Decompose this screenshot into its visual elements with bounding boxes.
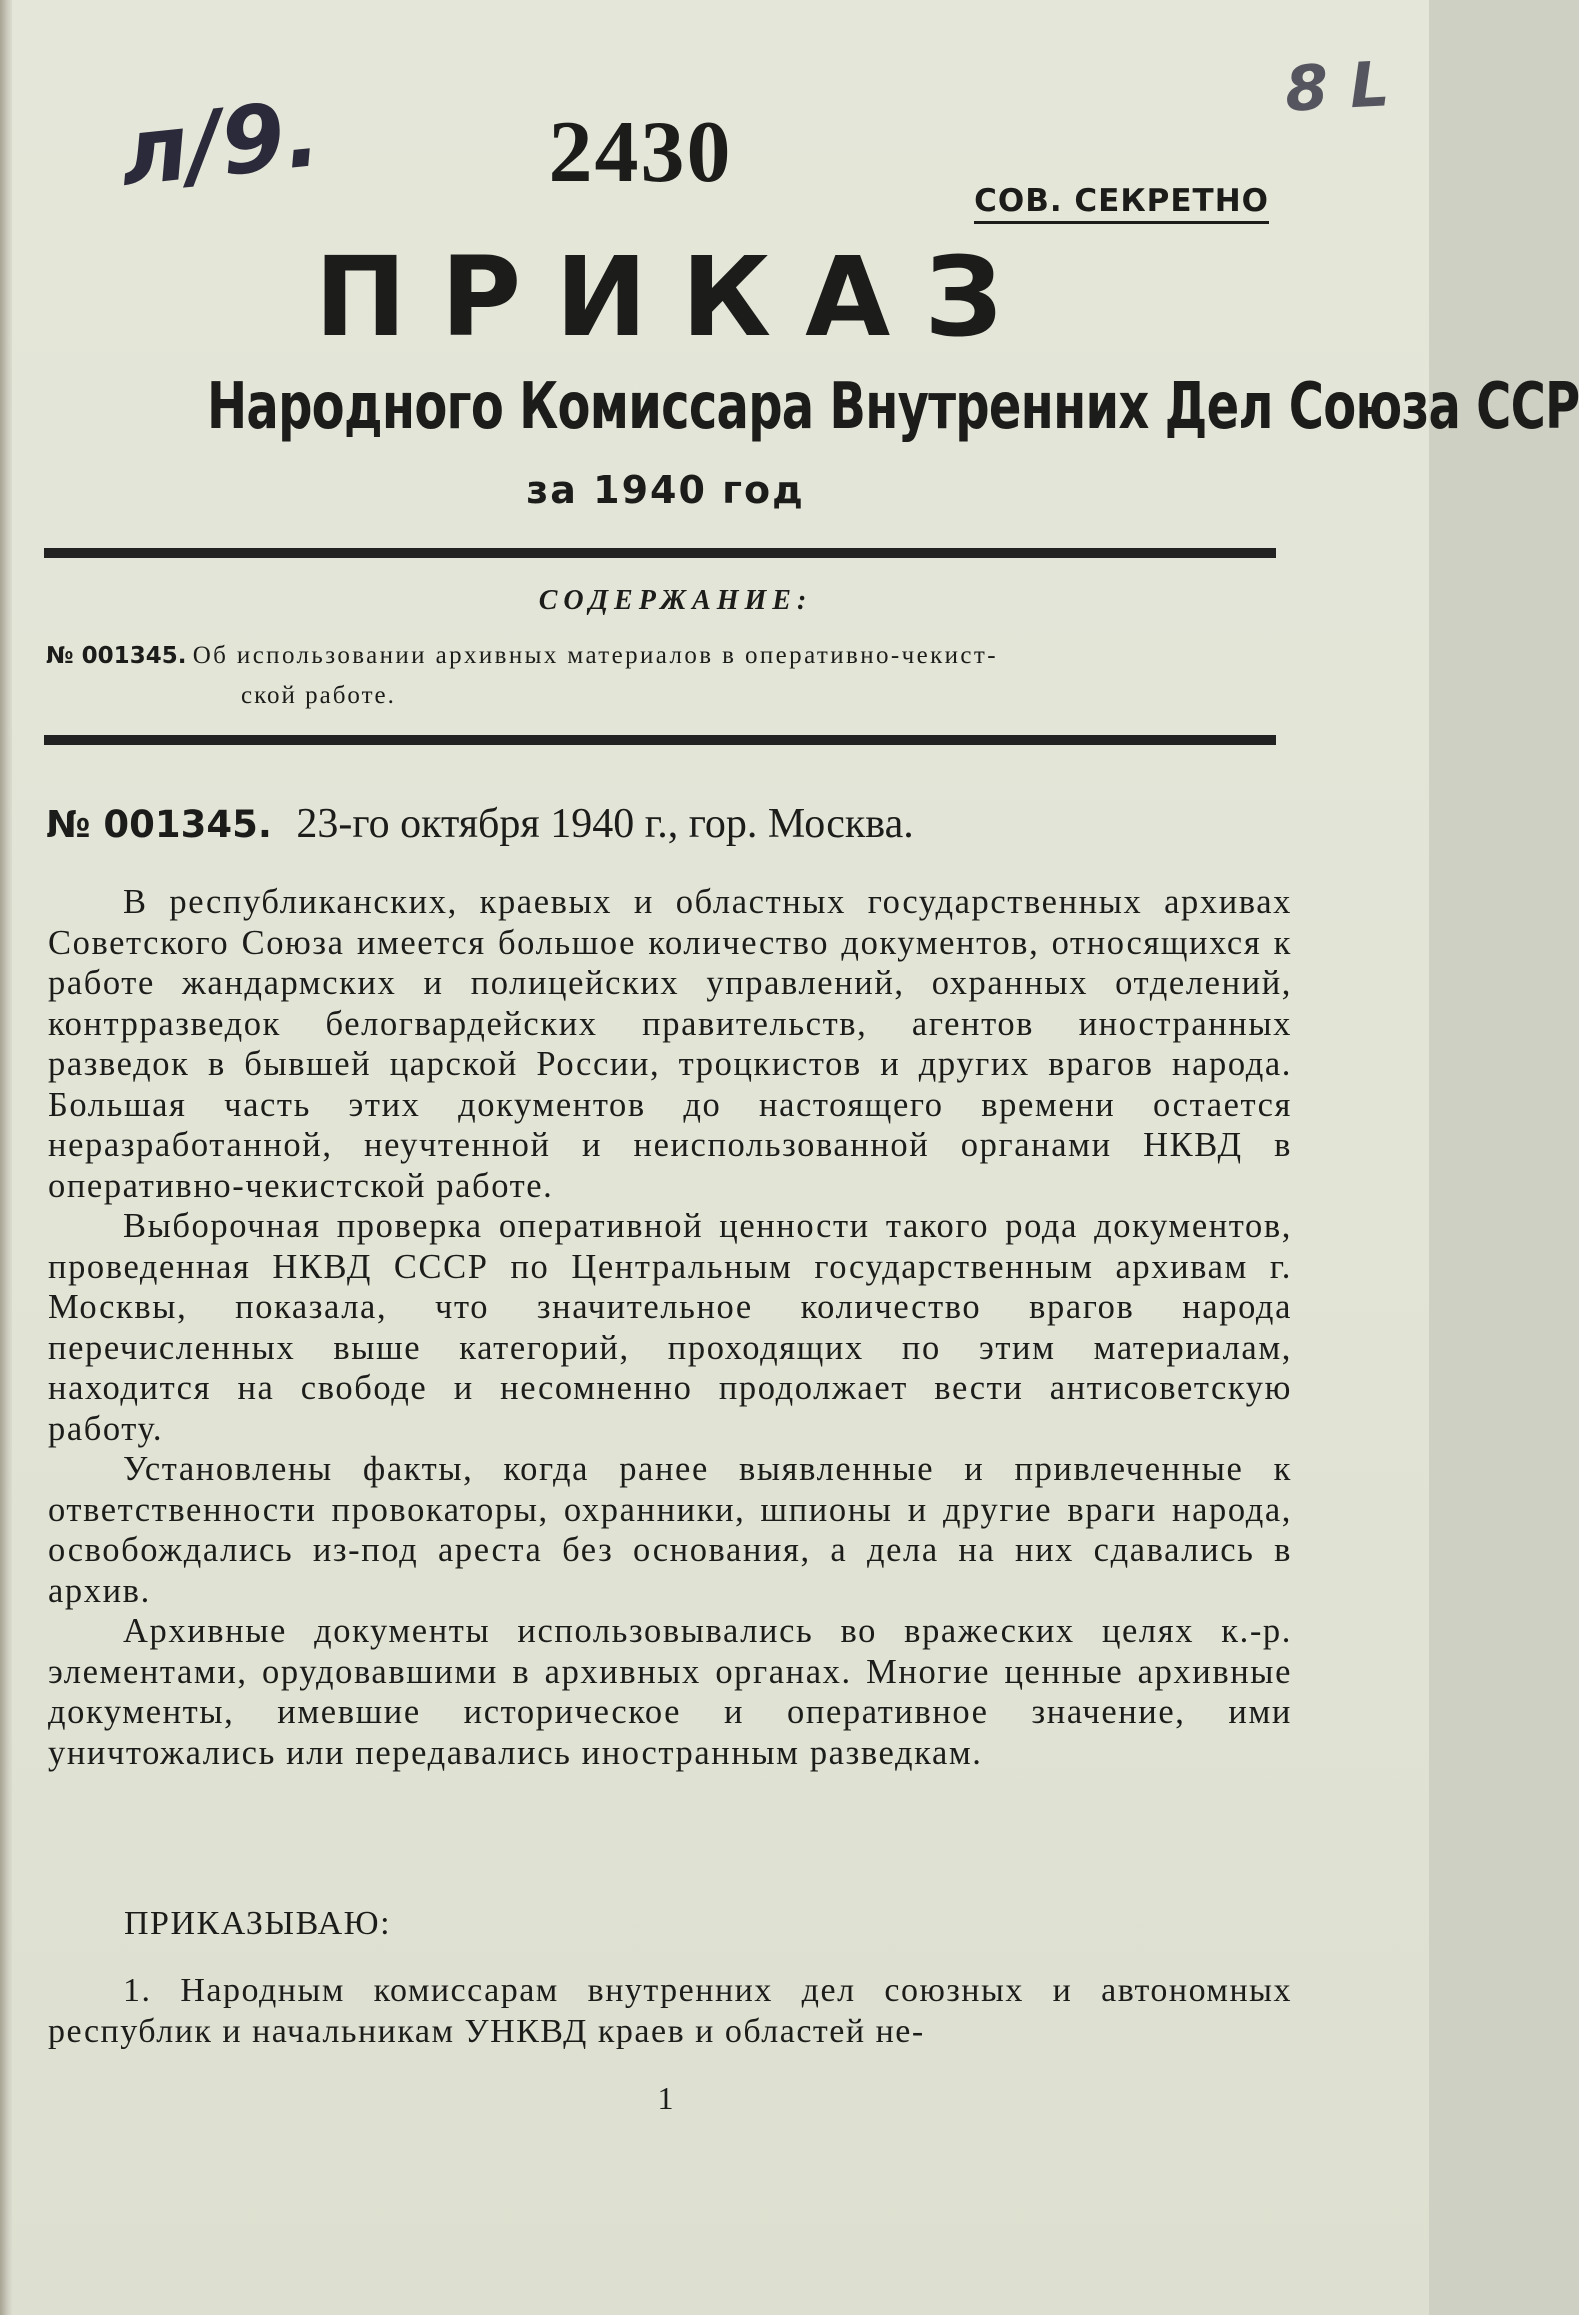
document-subtitle: Народного Комиссара Внутренних Дел Союза ССР: [207, 370, 1579, 444]
contents-label: СОДЕРЖАНИЕ:: [538, 585, 813, 616]
contents-entry-text: Об использовании архивных материалов в оперативно-чекист-: [192, 642, 998, 669]
order-item-1: 1. Народным комиссарам внутренних дел союзных и автономных республик и начальникам УНКВД краев и областей не-: [48, 1972, 1292, 2050]
order-header: [46, 800, 914, 848]
body-paragraph: Выборочная проверка оперативной ценности такого рода документов, проведенная НКВД СССР по Центральным государственным архивам г. Москвы, показала, что значительное количество врагов народа перечисленных выше категорий, проходящих по этим материалам, находится на свободе и несомненно продолжает вести антисоветскую работу.: [48, 1207, 1292, 1448]
orders-heading: ПРИКАЗЫВАЮ:: [124, 1905, 392, 1942]
page-number: 1: [657, 2080, 674, 2116]
handwritten-note-right: 8 L: [1282, 47, 1391, 126]
year-line: за 1940 год: [526, 468, 805, 512]
body-paragraph: Установлены факты, когда ранее выявленные и привлеченные к ответственности провокаторы, охранники, шпионы и другие враги народа, освобождались из-под ареста без основания, а дела на них сдавались в архив.: [48, 1450, 1292, 1610]
body-paragraph: В республиканских, краевых и областных государственных архивах Советского Союза имеется большое количество документов, относящихся к работе жандармских и полицейских управлений, охранных отделений, контрразведок белогвардейских правительств, агентов иностранных разведок в бывшей царской России, троцкистов и других врагов народа. Большая часть этих документов до настоящего времени остается неразработанной, неучтенной и неиспользованной органами НКВД в оперативно-чекистской работе.: [48, 883, 1292, 1205]
order-date-place: 23-го октября 1940 г., гор. Москва.: [296, 801, 914, 847]
classification-stamp: СОВ. СЕКРЕТНО: [974, 183, 1269, 224]
contents-entry-number: № 001345.: [46, 643, 187, 669]
divider-top: [44, 548, 1276, 558]
body-paragraph: Архивные документы использовывались во вражеских целях к.-р. элементами, орудовавшими в архивных органах. Многие ценные архивные документы, имевшие историческое и оперативное значение, ими уничтожались или передавались иностранным разведкам.: [48, 1612, 1292, 1772]
document-number: 2430: [548, 104, 733, 201]
divider-bottom: [44, 735, 1276, 745]
contents-entry: [46, 636, 1286, 716]
order-number: № 001345.: [46, 803, 272, 846]
contents-entry-text-cont: ской работе.: [241, 682, 396, 709]
document-title: ПРИКАЗ: [314, 233, 1037, 361]
handwritten-note-left: л/9.: [114, 79, 325, 208]
document-page: [12, 0, 1579, 2315]
order-body: [48, 882, 1292, 1773]
